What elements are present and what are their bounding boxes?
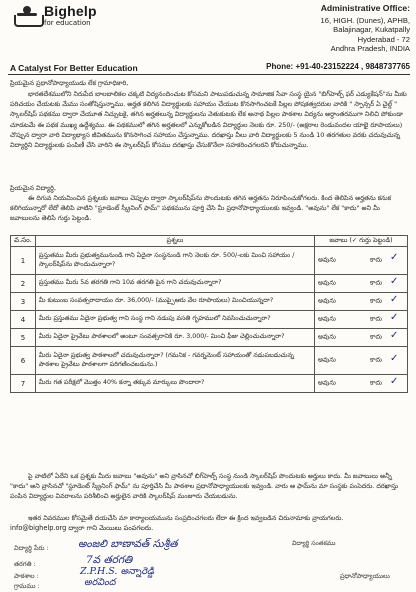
table-row [11, 247, 408, 275]
address-line: Hyderabad - 72 [357, 34, 410, 44]
student-name-value[interactable]: అంజలి బాణావత్ సుశ్రీత [78, 538, 178, 550]
table-row [11, 375, 408, 393]
book-person-icon [14, 5, 40, 27]
header-divider [8, 74, 410, 75]
address-line: 16, HIGH. (Dunes), APHB, [320, 15, 410, 25]
office-title: Administrative Office: [320, 3, 410, 13]
question-text: మీరు ఏదైనా ప్రభుత్వ పాఠశాలలో చదువుచున్నారా? (గమనిక - గవర్నమెంట్ సహాయంతో నడుపబడుచున్న పాఠశాల ప్రైవేటు పాఠశాలగా పరిగణించబడును.) [35, 347, 314, 375]
check-mark-icon: ✓ [390, 330, 399, 341]
no-option[interactable]: కాదు [370, 333, 383, 340]
school-value[interactable]: Z.P.H.S. అన్నారెడ్డి [80, 566, 155, 577]
header-answer: జవాబు (✓ గుర్తు పెట్టండి) [315, 236, 408, 247]
check-mark-icon: ✓ [390, 294, 399, 305]
yes-option[interactable]: అవును [318, 379, 336, 386]
row-number: 1 [11, 247, 36, 275]
header-questions: ప్రశ్నలు [35, 236, 314, 247]
check-mark-icon: ✓ [390, 276, 399, 287]
header-serial: వ.సం. [11, 236, 36, 247]
check-mark-icon: ✓ [390, 376, 399, 387]
table-row [11, 293, 408, 311]
yes-option[interactable]: అవును [318, 333, 336, 340]
headmaster-label: ప్రధానోపాధ్యాయులు [340, 572, 390, 580]
question-text: ప్రస్తుతము మీరు ప్రభుత్వమునుండి గాని ఏదైనా సంస్థనుండి గాని నెలకు రూ. 500/-లకు మించి సహాయం / స్కాలర్‌షిప్‌ను పొందుచున్నారా? [35, 247, 314, 275]
signature-label: విద్యార్థి సంతకము [292, 540, 336, 547]
no-option[interactable]: కాదు [370, 379, 383, 386]
school-label: పాఠశాల : [14, 572, 39, 580]
email-line: info@bighelp.org ద్వారా గాని మెయిలు పంపగలరు. [10, 524, 154, 532]
question-text: ప్రస్తుతము మీరు 5వ తరగతి గాని 10వ తరగతి పైన గాని చదువుచున్నారా? [35, 275, 314, 293]
row-number: 2 [11, 275, 36, 293]
row-number: 6 [11, 347, 36, 375]
yes-option[interactable]: అవును [318, 256, 336, 263]
class-label: తరగతి : [14, 560, 36, 568]
answer-cell[interactable] [315, 329, 408, 347]
yes-option[interactable]: అవును [318, 356, 336, 363]
question-text: మీరు ప్రస్తుతము ఏదైనా ప్రభుత్వ గాని సంస్థ గాని నడుపు వసతి గృహములో నివసించుచున్నారా? [35, 311, 314, 329]
eligibility-table [10, 235, 408, 393]
brand-subtitle: for education [44, 19, 91, 27]
answer-cell[interactable] [315, 347, 408, 375]
class-value[interactable]: 7వ తరగతి [86, 554, 133, 566]
address-line: Balajinagar, Kukatpally [333, 25, 410, 35]
student-greeting: ప్రియమైన విద్యార్థి, [10, 184, 56, 192]
table-row [11, 311, 408, 329]
table-row [11, 329, 408, 347]
intro-paragraph: భారతదేశములోని నిరుపేద బాలబాలికల చక్కటి విద్యనందించుట కోసమని పాటుపడుచున్న సామాజిక సేవా సంస్థ యైన "బిగ్‌హెల్ప్ ఫర్ ఎడ్యుకేషన్"ను మీకు పరిచయం చేయటకు మేము సంతోషిస్తున్నాము. అర్హత కలిగిన విద్యార్థులకు సహాయం చేయుట కొనసాగించటకే పిల్లల పోషకత్వదరుల వారికి " స్పాన్సర్ ఏ చైల్డ్ " స్కాలర్‌షిప్ పథకము ద్వారా చేయూత నిచ్చుటకై, తగిన అర్హతలున్న విద్యార్థులను వెతుకుటకు లేక అనాథ పిల్లల పాఠశాల విద్యను అర్ధాంతరముగా నిలిచి పోకుండా చూడటమే ఈ పథక ముఖ్య ఉద్దేశ్యము. ఈ పథకములో తగిన అర్హతలలో ఎన్నుకోబడిన విద్యార్థుల నెలకు రూ. 250/- (అక్షరాల రెండువందల యాభై రూపాయలు) చొప్పున ద్వారా వారి విద్యాభ్యాస జీవితమును కొనసాగించ సహాయం చేస్తున్నాము. దరఖాస్తు వీలు వారి విద్యార్థులకు 5 నుండి 10 తరగతుల వరకు చదువుచున్న విద్యార్థిని విద్యార్థులకు పంపిణీ చేసి వారిని ఈ స్కాలర్‌షిప్ కోసము దరఖాస్తు చేసుకొనేలా సహకరించగలరని కోరుచున్నాము. [10, 90, 407, 150]
village-label: గ్రామము : [14, 582, 40, 590]
row-number: 4 [11, 311, 36, 329]
contact-note: ఇతర వివరముల కోసమైతే దయచేసి మా కార్యాలయమును సంప్రదించగలరు లేదా ఈ క్రింద ఇవ్వబడిన చిరునామాకు వ్రాయగలరు. [28, 514, 344, 522]
no-option[interactable]: కాదు [370, 315, 383, 322]
answer-cell[interactable] [315, 293, 408, 311]
question-text: మీ కుటుంబ సంవత్సరాదాయం రూ. 36,000/- (ముప్పైఆరు వేల రూపాయలు) మించియున్నదా? [35, 293, 314, 311]
phone-number: Phone: +91-40-23152224 , 9848737765 [266, 62, 410, 71]
instructions-paragraph: ఈ దిగువ నియమించిన ప్రశ్నలకు జవాబు చెప్పుట ద్వారా స్కాలర్‌షిప్‌ను పొందుటకు తగిన అర్హతను నిరూపించుకోగలరు. కింద తెలిపిన అర్హతను కనుక కలిగియున్నారో లేదో తెలిపి వాటిని "స్టూడెంట్ స్క్రీనింగ్ ఫామ్" పథకమును పూర్తి చేసి మీ ప్రధానోపాధ్యాయులకు ఇవ్వండి. "అవును" లేక "కాదు" అని మీ జవాబులను తెలిపే గుర్తు పెట్టండి. [10, 194, 392, 223]
table-row [11, 275, 408, 293]
check-mark-icon: ✓ [390, 353, 399, 364]
eligibility-note: పై వాటిలో ఏదేని ఒక ప్రశ్నకు మీరు జవాబు "అవును" అని వ్రాసినచో బిగ్‌హెల్ప్ సంస్థ నుండి స్కాలర్‌షిప్ పొందుటకు అర్హులు కాదు. మీ జవాబులు అన్నీ "కాదు" అని వ్రాసినచో "స్టూడెంట్ స్క్రీనింగ్ ఫామ్" ను పూర్తిచేసి మీ పాఠశాల ప్రధానోపాధ్యాయులకు ఇవ్వండి. వారు ఆ ఫామ్‌ను మా సంస్థకు పంపెదరు. దరఖాస్తు పంపిన విద్యార్థుల వివరాలను పరిశీలించి అర్హులైన వారికి స్కాలర్‌షిప్ మంజూరు చేయబడును. [10, 472, 399, 501]
no-option[interactable]: కాదు [370, 297, 383, 304]
bighelp-logo [14, 4, 97, 27]
no-option[interactable]: కాదు [370, 279, 383, 286]
office-address [240, 4, 410, 54]
no-option[interactable]: కాదు [370, 256, 383, 263]
check-mark-icon: ✓ [390, 312, 399, 323]
village-value[interactable]: అరవింద [84, 577, 116, 588]
row-number: 3 [11, 293, 36, 311]
address-line: Andhra Pradesh, INDIA [330, 44, 410, 54]
tagline: A Catalyst For Better Education [10, 63, 138, 73]
no-option[interactable]: కాదు [370, 356, 383, 363]
question-text: మీరు గత పరీక్షలో మొత్తం 40% కన్నా తక్కువ మార్కులు పొందారా? [35, 375, 314, 393]
brand-name: Bighelp [44, 3, 97, 19]
greeting: ప్రియమైన ప్రధానోపాధ్యాయుడు లేక గ్రామాధికారి, [10, 79, 129, 87]
table-header-row [11, 236, 408, 247]
answer-cell[interactable] [315, 311, 408, 329]
row-number: 5 [11, 329, 36, 347]
yes-option[interactable]: అవును [318, 279, 336, 286]
student-name-label: విద్యార్థి పేరు : [14, 544, 49, 552]
answer-cell[interactable] [315, 275, 408, 293]
yes-option[interactable]: అవును [318, 315, 336, 322]
table-row [11, 347, 408, 375]
answer-cell[interactable] [315, 375, 408, 393]
question-text: మీరు ఏదైనా ప్రైవేటు పాఠశాలలో అంటూ సంవత్సరానికి రూ. 3,000/- మించి ఫీజు చెల్లించుచున్నారా? [35, 329, 314, 347]
row-number: 7 [11, 375, 36, 393]
check-mark-icon: ✓ [390, 252, 399, 263]
yes-option[interactable]: అవును [318, 297, 336, 304]
answer-cell[interactable] [315, 247, 408, 275]
